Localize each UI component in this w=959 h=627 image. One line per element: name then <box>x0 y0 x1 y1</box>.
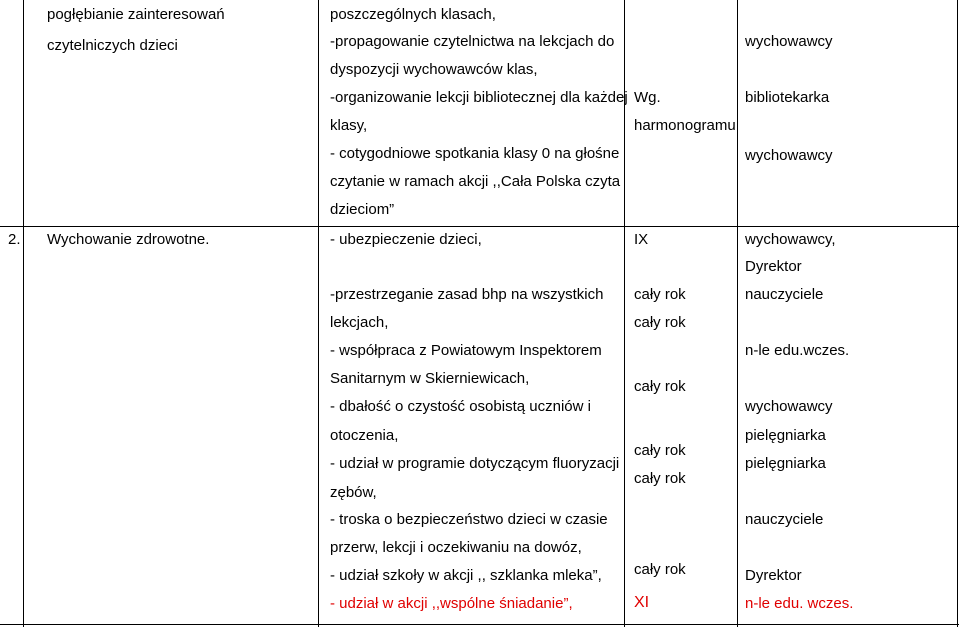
row2-term-line: cały rok <box>634 286 686 303</box>
column-divider-3 <box>737 0 738 627</box>
row1-task-line: dzieciom” <box>330 201 395 218</box>
row1-task-line: czytanie w ramach akcji ,,Cała Polska czyta <box>330 173 621 190</box>
row-divider <box>0 226 959 227</box>
row1-responsible-line: wychowawcy <box>745 33 833 50</box>
column-divider-1 <box>318 0 319 627</box>
row2-term-line: cały rok <box>634 561 686 578</box>
row2-task-line: - udział szkoły w akcji ,, szklanka mleka”, <box>330 567 602 584</box>
row2-topic: Wychowanie zdrowotne. <box>47 231 210 248</box>
row2-term-line: IX <box>634 231 649 248</box>
row1-topic-line: pogłębianie zainteresowań <box>47 6 225 23</box>
row1-task-line: - cotygodniowe spotkania klasy 0 na głośne <box>330 145 620 162</box>
row2-task-line: zębów, <box>330 484 377 501</box>
row2-responsible-line: Dyrektor <box>745 567 802 584</box>
row1-responsible-line: wychowawcy <box>745 147 833 164</box>
row1-task-line: dyspozycji wychowawców klas, <box>330 61 538 78</box>
row2-task-line: -przestrzeganie zasad bhp na wszystkich <box>330 286 604 303</box>
row2-task-line: otoczenia, <box>330 427 399 444</box>
row2-responsible-line: n-le edu.wczes. <box>745 342 850 359</box>
row2-task-line: - ubezpieczenie dzieci, <box>330 231 482 248</box>
row1-topic-line: czytelniczych dzieci <box>47 37 178 54</box>
row2-term-line: cały rok <box>634 470 686 487</box>
row2-term-line: cały rok <box>634 314 686 331</box>
row2-task-line: lekcjach, <box>330 314 389 331</box>
row2-task-line: - udział w programie dotyczącym fluoryzacji <box>330 455 620 472</box>
row2-number: 2. <box>8 231 21 248</box>
row2-task-line: - współpraca z Powiatowym Inspektorem <box>330 342 602 359</box>
table-border-bottom <box>0 624 959 625</box>
row1-term-line: harmonogramu <box>634 117 736 134</box>
row2-responsible-line: nauczyciele <box>745 286 824 303</box>
row1-term-line: Wg. <box>634 89 661 106</box>
row2-responsible-line: wychowawcy <box>745 398 833 415</box>
row1-task-line: -propagowanie czytelnictwa na lekcjach do <box>330 33 615 50</box>
table-border-right <box>957 0 958 627</box>
row2-term-line: cały rok <box>634 378 686 395</box>
row2-responsible-line-highlighted: n-le edu. wczes. <box>745 595 854 612</box>
row1-task-line: klasy, <box>330 117 368 134</box>
row1-task-line: poszczególnych klasach, <box>330 6 496 23</box>
row2-task-line: przerw, lekcji i oczekiwaniu na dowóz, <box>330 539 582 556</box>
row2-term-line-highlighted: XI <box>634 594 650 611</box>
row2-term-line: cały rok <box>634 442 686 459</box>
row2-task-line: - troska o bezpieczeństwo dzieci w czasie <box>330 511 608 528</box>
row2-responsible-line: pielęgniarka <box>745 455 826 472</box>
row2-task-line: - dbałość o czystość osobistą uczniów i <box>330 398 591 415</box>
row2-task-line: Sanitarnym w Skierniewicach, <box>330 370 530 387</box>
row2-responsible-line: pielęgniarka <box>745 427 826 444</box>
row2-responsible-line: Dyrektor <box>745 258 802 275</box>
row2-responsible-line: nauczyciele <box>745 511 824 528</box>
row2-responsible-line: wychowawcy, <box>745 231 836 248</box>
row1-task-line: -organizowanie lekcji bibliotecznej dla każdej <box>330 89 628 106</box>
row2-task-line-highlighted: - udział w akcji ,,wspólne śniadanie”, <box>330 595 573 612</box>
table-border-left <box>23 0 24 627</box>
row1-responsible-line: bibliotekarka <box>745 89 830 106</box>
